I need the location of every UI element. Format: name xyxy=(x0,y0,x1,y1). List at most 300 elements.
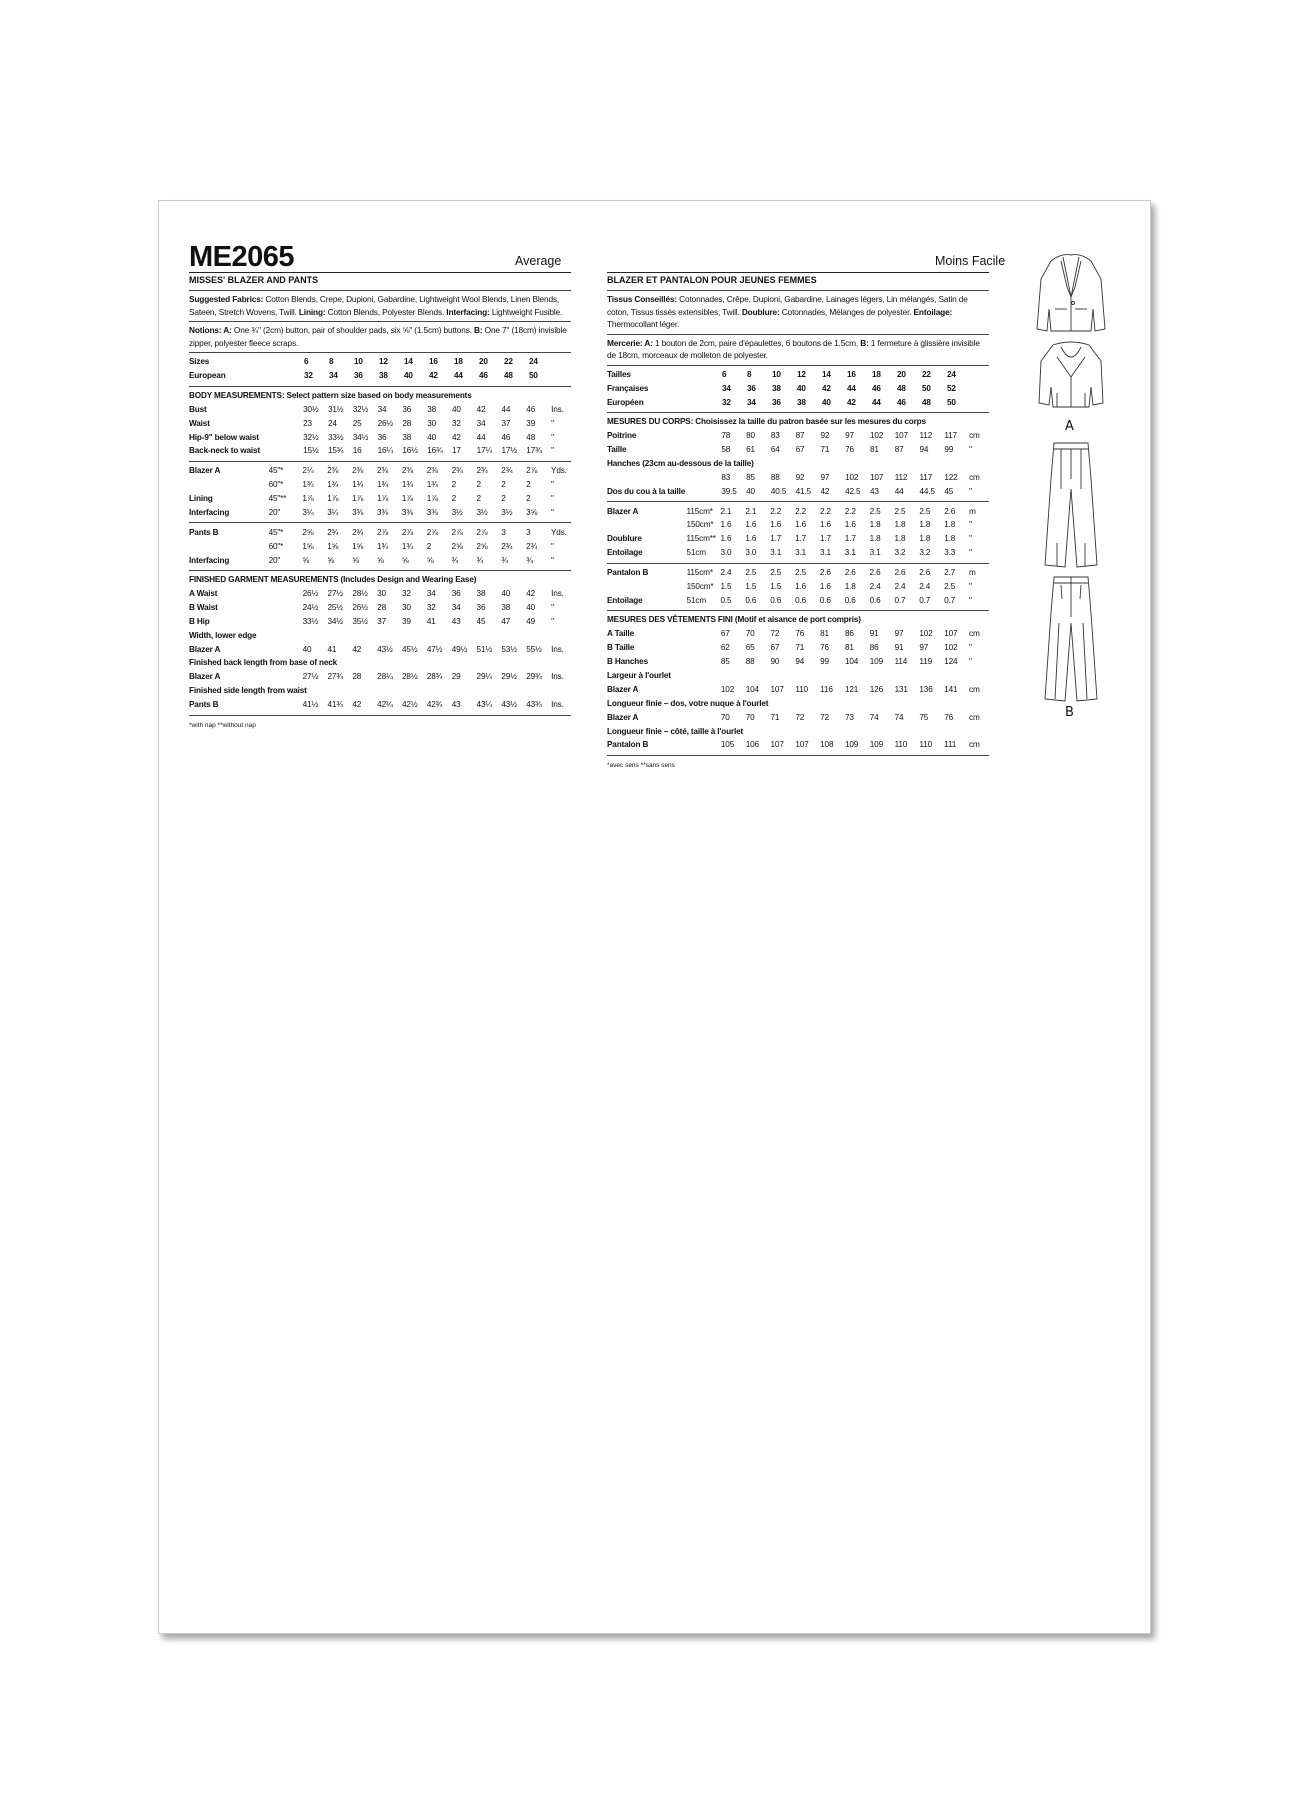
size-value: 32½ xyxy=(303,432,319,442)
size-value: 1.6 xyxy=(819,582,831,592)
size-value: 3½ xyxy=(501,507,513,517)
size-value: 3⅝ xyxy=(526,507,538,517)
size-value: 2 xyxy=(426,541,432,551)
size-value: 0.6 xyxy=(745,595,757,605)
size-value: 97 xyxy=(894,629,904,639)
size-value: 28¾ xyxy=(426,672,443,682)
size-value: 42 xyxy=(820,486,830,496)
size-value: 78 xyxy=(721,431,731,441)
size-value: 33½ xyxy=(302,616,319,626)
size-value: 18 xyxy=(872,369,881,379)
size-value: 17¼ xyxy=(476,446,493,456)
row-label: Blazer A xyxy=(189,466,221,476)
size-value: 38 xyxy=(501,602,511,612)
size-value: 2.2 xyxy=(770,506,782,516)
size-value: 1.8 xyxy=(894,534,906,544)
size-value: 107 xyxy=(770,740,784,750)
size-value: 0.6 xyxy=(844,595,856,605)
size-value: 0.5 xyxy=(720,595,732,605)
size-value: 2 xyxy=(451,480,456,490)
size-value: 44 xyxy=(847,383,856,393)
size-value: 36 xyxy=(747,383,756,393)
table-row xyxy=(607,580,989,594)
size-value: 17 xyxy=(452,446,461,456)
size-value: 42 xyxy=(452,432,461,442)
table-row xyxy=(189,492,571,506)
row-label: Hip-9" below waist xyxy=(189,432,259,442)
table-row xyxy=(607,710,989,724)
size-value: 47½ xyxy=(426,644,443,654)
size-value: 2.6 xyxy=(894,568,906,578)
size-value: 72 xyxy=(795,712,805,722)
size-value: 107 xyxy=(894,431,908,441)
table-row xyxy=(607,655,989,669)
size-value: 104 xyxy=(844,657,859,667)
size-value: 2.1 xyxy=(720,506,732,516)
size-value: 76 xyxy=(820,643,829,653)
size-value: 76 xyxy=(944,712,954,722)
row-label: A Waist xyxy=(189,589,218,599)
row-width: 60"* xyxy=(268,480,284,490)
row-unit: " xyxy=(551,480,554,490)
size-value: 47 xyxy=(501,616,511,626)
size-value: 2⅝ xyxy=(302,527,314,537)
footnote-en: *with nap **without nap xyxy=(189,721,256,729)
row-heading: Largeur à l'ourlet xyxy=(607,670,671,680)
size-value: 58 xyxy=(721,445,731,454)
size-value: ⅝ xyxy=(327,555,334,565)
size-value: 48 xyxy=(526,432,536,442)
table-row xyxy=(189,430,571,444)
size-value: 36 xyxy=(476,602,486,612)
size-value: 1⅞ xyxy=(352,494,364,504)
table-row xyxy=(607,429,989,443)
row-unit: m xyxy=(969,506,976,516)
size-value: 10 xyxy=(354,357,363,367)
table-row xyxy=(189,539,571,553)
size-value: 2.5 xyxy=(745,568,757,578)
row-unit: cm xyxy=(969,472,980,482)
size-value: 43½ xyxy=(377,644,393,654)
size-value: 1.7 xyxy=(844,534,856,544)
row-heading: Longueur finie – côté, taille à l'ourlet xyxy=(607,726,744,736)
size-value: 80 xyxy=(746,431,755,441)
size-value: 2.5 xyxy=(944,582,956,592)
row-unit: " xyxy=(969,643,972,653)
size-value: 94 xyxy=(919,445,929,454)
row-label: Taille xyxy=(607,445,627,454)
sizes-table-fr xyxy=(607,368,989,410)
table-row xyxy=(607,696,989,710)
size-value: 88 xyxy=(770,472,780,482)
row-label: Blazer A xyxy=(189,672,221,682)
row-width: 115cm* xyxy=(686,568,713,578)
row-label xyxy=(189,478,269,492)
size-value: 40 xyxy=(746,486,755,496)
size-value: 41 xyxy=(327,644,337,654)
row-label: Pants B xyxy=(189,527,219,537)
size-value: 2 xyxy=(476,480,481,490)
fabrics-en xyxy=(189,293,571,318)
row-unit: " xyxy=(550,541,554,551)
size-value: 10 xyxy=(772,369,781,379)
size-value: 46 xyxy=(501,432,511,442)
size-value: ⅝ xyxy=(302,555,310,565)
size-value: 107 xyxy=(944,629,958,639)
size-value: 50 xyxy=(947,397,956,407)
row-unit: " xyxy=(969,520,972,530)
size-value: 26½ xyxy=(302,589,319,599)
size-value: 1.5 xyxy=(720,582,732,592)
size-value: 38 xyxy=(427,404,436,414)
size-value: 1¾ xyxy=(377,480,389,490)
size-value: 111 xyxy=(944,740,957,750)
row-label: European xyxy=(189,371,226,381)
finished-table-en xyxy=(189,587,571,712)
size-value: 88 xyxy=(745,657,755,667)
row-unit: " xyxy=(551,432,554,442)
size-value: 36 xyxy=(377,432,387,442)
size-value: 67 xyxy=(795,445,805,454)
size-value: 32 xyxy=(722,397,731,407)
size-value: 17½ xyxy=(501,446,517,456)
table-row xyxy=(189,355,554,369)
size-value: 70 xyxy=(720,712,730,722)
row-unit: Ins. xyxy=(551,644,564,654)
size-value: 3.2 xyxy=(919,548,931,558)
size-value: 97 xyxy=(845,431,854,441)
row-label: Dos du cou à la taille xyxy=(607,486,686,496)
size-value: 14 xyxy=(404,357,413,367)
size-value: 43 xyxy=(451,700,461,710)
table-row xyxy=(189,402,571,416)
size-value: 17¾ xyxy=(526,446,542,456)
size-value: 64 xyxy=(770,445,780,454)
size-value: 0.7 xyxy=(919,595,931,605)
size-value: 90 xyxy=(770,657,780,667)
size-value: 1.8 xyxy=(919,520,931,530)
row-unit: Yds. xyxy=(551,466,567,476)
size-value: 42 xyxy=(352,700,362,710)
size-value: 24 xyxy=(327,418,337,428)
size-value: 2.4 xyxy=(869,582,881,592)
size-value: 1.6 xyxy=(720,534,732,544)
table-row xyxy=(189,416,571,430)
size-value: 61 xyxy=(746,445,755,454)
size-value: 91 xyxy=(869,629,879,639)
table-row xyxy=(189,506,571,520)
size-value: 2⅞ xyxy=(426,527,438,537)
size-value: 44 xyxy=(872,397,881,407)
pattern-code: ME2065 xyxy=(189,241,295,273)
difficulty-fr: Moins Facile xyxy=(935,254,1006,268)
size-value: 36 xyxy=(402,404,412,414)
row-label: Poitrine xyxy=(607,431,637,441)
english-column xyxy=(189,272,571,729)
row-unit: " xyxy=(969,548,972,558)
row-label: Blazer A xyxy=(607,684,639,694)
row-label: Doublure xyxy=(607,534,642,544)
row-width: 20" xyxy=(268,507,281,517)
size-value: 32 xyxy=(304,371,313,381)
size-value: 2.2 xyxy=(819,506,831,516)
size-value: 2.6 xyxy=(819,568,831,578)
size-value: 44.5 xyxy=(919,486,935,496)
row-label: Européen xyxy=(607,397,644,407)
size-value: 110 xyxy=(919,740,932,750)
size-value: 34 xyxy=(426,589,436,599)
rich-text: 1 fermeture à glissière invisible de 18cm, morceaux de molleton de polyester. xyxy=(607,337,980,360)
size-value: 1.6 xyxy=(819,520,831,530)
size-value: 27¾ xyxy=(327,672,343,682)
table-row xyxy=(189,553,571,567)
row-label: B Hip xyxy=(189,616,210,626)
rich-bold: Tissus Conseillés: xyxy=(607,294,678,304)
size-value: 2.2 xyxy=(795,506,807,516)
size-value: ⅝ xyxy=(426,555,434,565)
rich-bold: Suggested Fabrics: xyxy=(189,294,264,304)
size-value: 2 xyxy=(501,494,506,504)
size-value: 41¾ xyxy=(327,700,343,710)
row-label: Interfacing xyxy=(189,507,230,517)
size-value: 40 xyxy=(452,404,461,414)
size-value: 1.6 xyxy=(745,534,757,544)
row-label: Entoilage xyxy=(607,595,643,605)
size-value: 107 xyxy=(869,472,884,482)
size-value: 126 xyxy=(869,684,883,694)
body-title-en: BODY MEASUREMENTS: Select pattern size based on body measurements xyxy=(189,390,472,400)
row-label: Waist xyxy=(189,418,210,428)
row-label: Entoilage xyxy=(607,548,643,558)
size-value: 74 xyxy=(894,712,904,722)
view-b-label: B xyxy=(1065,705,1074,720)
title-fr: BLAZER ET PANTALON POUR JEUNES FEMMES xyxy=(607,275,817,285)
size-value: 29½ xyxy=(501,672,517,682)
size-value: 2.5 xyxy=(919,506,931,516)
size-value: 1.6 xyxy=(795,582,806,592)
size-value: 74 xyxy=(869,712,879,722)
size-value: 3⅜ xyxy=(352,507,364,517)
row-unit: cm xyxy=(969,740,980,750)
size-value: 81 xyxy=(869,445,879,454)
size-value: 44 xyxy=(454,371,463,381)
size-value: 32 xyxy=(426,602,436,612)
size-value: 1.6 xyxy=(844,520,856,530)
table-row xyxy=(189,698,571,712)
row-unit: cm xyxy=(969,712,980,722)
size-value: 28 xyxy=(402,418,412,428)
size-value: 3.1 xyxy=(869,548,881,558)
size-value: 2.2 xyxy=(844,506,856,516)
size-value: 2⅞ xyxy=(401,527,413,537)
rich-bold: Mercerie: A: xyxy=(607,337,653,348)
size-value: 2.6 xyxy=(869,568,881,578)
size-value: ¾ xyxy=(476,555,484,565)
size-value: 62 xyxy=(720,643,730,653)
size-value: 3 xyxy=(526,527,531,537)
size-value: 2.6 xyxy=(944,506,956,516)
size-value: 3.1 xyxy=(770,548,782,558)
size-value: 28½ xyxy=(352,589,368,599)
size-value: 18 xyxy=(454,357,463,367)
row-label: B Taille xyxy=(607,643,635,653)
size-value: 72 xyxy=(770,629,780,639)
row-unit: " xyxy=(969,486,972,496)
size-value: 71 xyxy=(770,712,780,722)
size-value: 1.6 xyxy=(720,520,732,530)
size-value: 33½ xyxy=(327,432,344,442)
size-value: 8 xyxy=(747,369,752,379)
size-value: 12 xyxy=(379,357,388,367)
size-value: 2⅝ xyxy=(476,541,488,551)
size-value: 34 xyxy=(451,602,461,612)
size-value: 3½ xyxy=(451,507,463,517)
row-heading: Hanches (23cm au-dessous de la taille) xyxy=(607,458,754,468)
size-value: 30½ xyxy=(303,404,319,414)
row-width: 45"* xyxy=(268,466,284,476)
size-value: 92 xyxy=(820,431,830,441)
size-value: 36 xyxy=(772,397,781,407)
row-unit: " xyxy=(968,582,972,592)
size-value: 75 xyxy=(919,712,929,722)
row-label: Françaises xyxy=(607,383,649,393)
size-value: ⅝ xyxy=(376,555,384,565)
size-value: 40 xyxy=(501,589,511,599)
size-value: 24 xyxy=(947,369,956,379)
size-value: 91 xyxy=(894,643,904,653)
table-row xyxy=(607,368,972,382)
size-value: 34½ xyxy=(352,432,369,442)
size-value: 31½ xyxy=(327,404,344,414)
blazer-back-sketch xyxy=(1021,337,1121,419)
size-value: 85 xyxy=(746,472,755,482)
size-value: 50 xyxy=(529,371,538,381)
row-unit: Ins. xyxy=(551,700,564,710)
table-row xyxy=(189,670,571,684)
rich-text: Lightweight Fusible. xyxy=(489,306,563,317)
size-value: 38 xyxy=(476,589,486,599)
row-unit: Yds. xyxy=(550,527,567,537)
table-row xyxy=(607,546,989,560)
table-row xyxy=(189,614,571,628)
size-value: 29¾ xyxy=(526,672,542,682)
size-value: 0.7 xyxy=(944,595,956,605)
table-row xyxy=(607,669,989,683)
size-value: 1⅞ xyxy=(302,494,314,504)
size-value: 2¾ xyxy=(501,466,513,476)
row-unit: " xyxy=(551,616,554,626)
rich-text: Cotton Blends, Polyester Blends. xyxy=(325,306,447,317)
size-value: 3½ xyxy=(476,507,488,517)
row-label: Interfacing xyxy=(189,555,230,565)
size-value: 0.7 xyxy=(894,595,906,605)
size-value: 34 xyxy=(747,397,756,407)
size-value: ¾ xyxy=(501,555,508,565)
size-value: 105 xyxy=(720,740,735,750)
size-value: 37 xyxy=(377,616,386,626)
row-label: Sizes xyxy=(189,357,210,367)
row-unit: " xyxy=(969,445,972,454)
size-value: 3⅜ xyxy=(401,507,413,517)
row-heading: Width, lower edge xyxy=(189,630,257,640)
size-value: 3⅜ xyxy=(426,507,438,517)
size-value: 46 xyxy=(526,404,536,414)
table-row xyxy=(189,656,571,670)
table-row xyxy=(189,642,571,656)
size-value: 40 xyxy=(822,397,831,407)
yardage-en xyxy=(189,461,571,567)
size-value: 117 xyxy=(919,472,933,482)
size-value: 76 xyxy=(795,629,805,639)
size-value: 16¼ xyxy=(377,446,394,456)
size-value: 44 xyxy=(894,486,904,496)
size-value: 70 xyxy=(745,629,755,639)
size-value: 1¾ xyxy=(401,480,413,490)
size-value: 109 xyxy=(869,657,883,667)
size-value: 52 xyxy=(947,383,956,393)
size-value: 3.1 xyxy=(844,548,856,558)
row-unit: " xyxy=(551,507,554,517)
sizes-table-en xyxy=(189,355,571,383)
rich-bold: Entoilage: xyxy=(913,306,953,317)
size-value: 25½ xyxy=(327,602,343,612)
size-value: 86 xyxy=(869,643,879,653)
size-value: 24 xyxy=(529,357,538,367)
row-width: 51cm xyxy=(686,595,707,605)
size-value: 3.0 xyxy=(720,548,732,558)
size-value: 108 xyxy=(820,740,834,750)
size-value: 65 xyxy=(745,643,755,653)
size-value: 2.5 xyxy=(795,568,806,578)
row-label xyxy=(189,539,269,553)
size-value: 114 xyxy=(894,657,908,667)
size-value: 2¾ xyxy=(476,466,488,476)
size-value: 20 xyxy=(479,357,488,367)
table-row xyxy=(607,484,989,498)
size-value: 42¾ xyxy=(426,700,443,710)
size-value: 34 xyxy=(377,404,387,414)
size-value: 45 xyxy=(944,486,954,496)
size-value: ¾ xyxy=(451,555,459,565)
size-value: 23 xyxy=(303,418,312,428)
size-value: 29¼ xyxy=(476,672,493,682)
size-value: 1.6 xyxy=(770,520,782,530)
size-value: 42 xyxy=(476,404,486,414)
body-table-en xyxy=(189,402,571,458)
size-value: 2 xyxy=(526,480,531,490)
size-value: 40 xyxy=(404,371,413,381)
size-value: 36 xyxy=(451,589,461,599)
size-value: 92 xyxy=(795,472,805,482)
size-value: 110 xyxy=(894,740,908,750)
rich-bold: B: xyxy=(860,337,869,348)
size-value: 28 xyxy=(377,602,386,612)
size-value: 43½ xyxy=(501,700,517,710)
size-value: 20 xyxy=(897,369,906,379)
size-value: ⅝ xyxy=(401,555,409,565)
row-label: Lining xyxy=(189,494,213,504)
rich-bold: Notions: A: xyxy=(189,325,232,335)
size-value: 2¾ xyxy=(451,466,463,476)
size-value: 28½ xyxy=(402,672,418,682)
body-table-fr xyxy=(607,429,989,498)
size-value: 53½ xyxy=(501,644,517,654)
size-value: 46 xyxy=(897,397,906,407)
size-value: 122 xyxy=(944,472,958,482)
row-unit: " xyxy=(551,494,554,504)
size-value: 81 xyxy=(844,643,854,653)
pattern-sheet xyxy=(158,200,1151,1634)
